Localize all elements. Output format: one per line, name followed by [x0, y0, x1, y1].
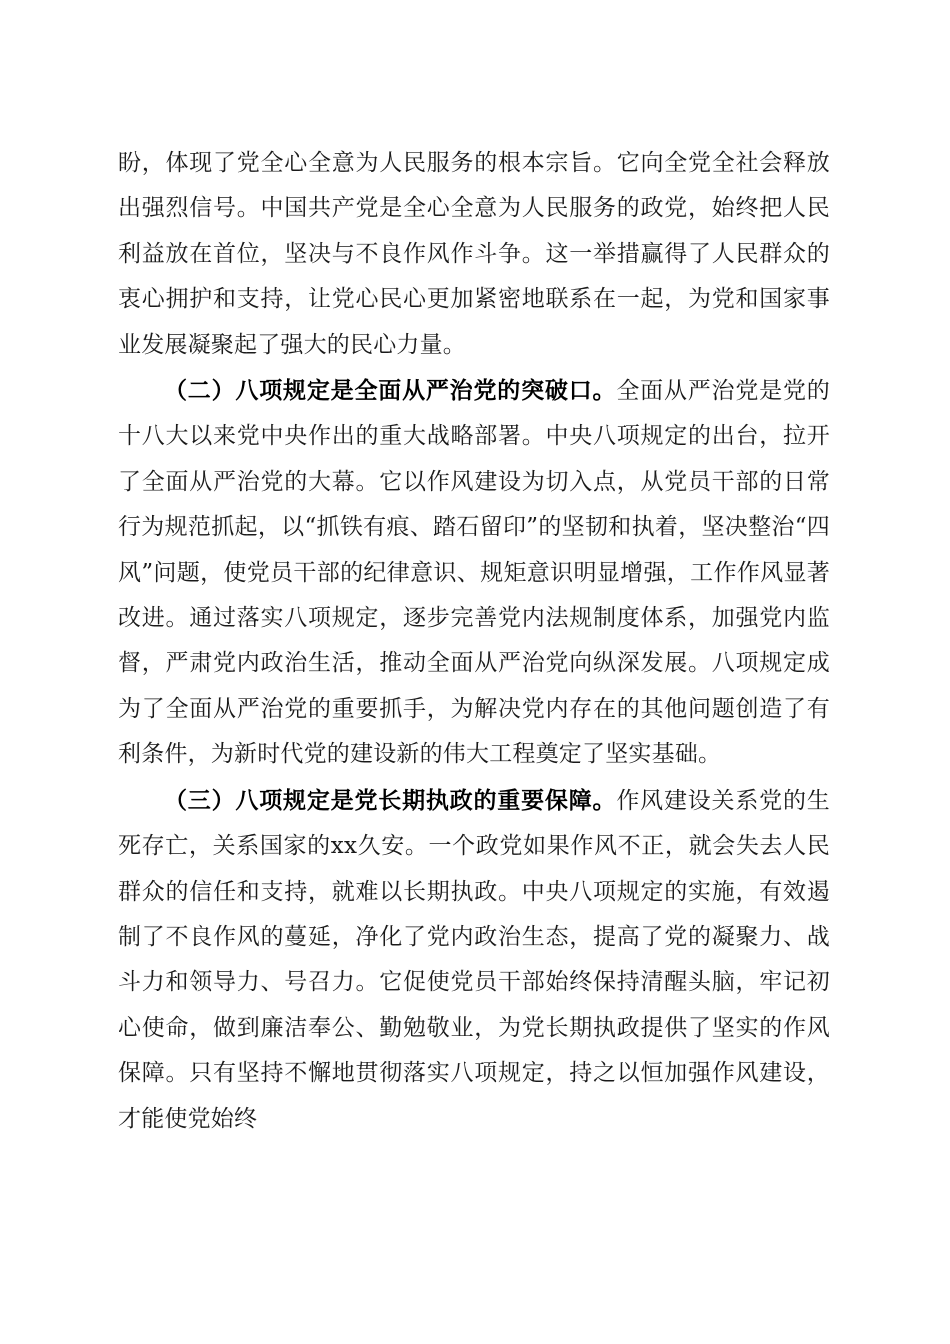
paragraph-text: 盼，体现了党全心全意为人民服务的根本宗旨。它向全党全社会释放出强烈信号。中国共产党是全心全意为人民服务的政党，始终把人民利益放在首位，坚决与不良作风作斗争。这一举措赢得了人民群众的衷心拥护和支持，让党心民心更加紧密地联系在一起，为党和国家事业发展凝聚起了强大的民心力量。 [118, 150, 830, 358]
document-body [118, 141, 830, 1142]
paragraph-section-three [118, 778, 830, 1142]
section-heading-three: （三）八项规定是党长期执政的重要保障。 [164, 786, 617, 814]
paragraph-section-two [118, 368, 830, 778]
section-heading-two: （二）八项规定是全面从严治党的突破口。 [164, 377, 617, 405]
paragraph-text: 全面从严治党是党的十八大以来党中央作出的重大战略部署。中央八项规定的出台，拉开了全面从严治党的大幕。它以作风建设为切入点，从党员干部的日常行为规范抓起，以“抓铁有痕、踏石留印”的坚韧和执着，坚决整治“四风”问题，使党员干部的纪律意识、规矩意识明显增强，工作作风显著改进。通过落实八项规定，逐步完善党内法规制度体系，加强党内监督，严肃党内政治生活，推动全面从严治党向纵深发展。八项规定成为了全面从严治党的重要抓手，为解决党内存在的其他问题创造了有利条件，为新时代党的建设新的伟大工程奠定了坚实基础。 [118, 378, 830, 768]
paragraph-continuation [118, 141, 830, 368]
paragraph-text: 作风建设关系党的生死存亡，关系国家的xx久安。一个政党如果作风不正，就会失去人民群众的信任和支持，就难以长期执政。中央八项规定的实施，有效遏制了不良作风的蔓延，净化了党内政治生态，提高了党的凝聚力、战斗力和领导力、号召力。它促使党员干部始终保持清醒头脑，牢记初心使命，做到廉洁奉公、勤勉敬业，为党长期执政提供了坚实的作风保障。只有坚持不懈地贯彻落实八项规定，持之以恒加强作风建设，才能使党始终 [118, 787, 830, 1132]
